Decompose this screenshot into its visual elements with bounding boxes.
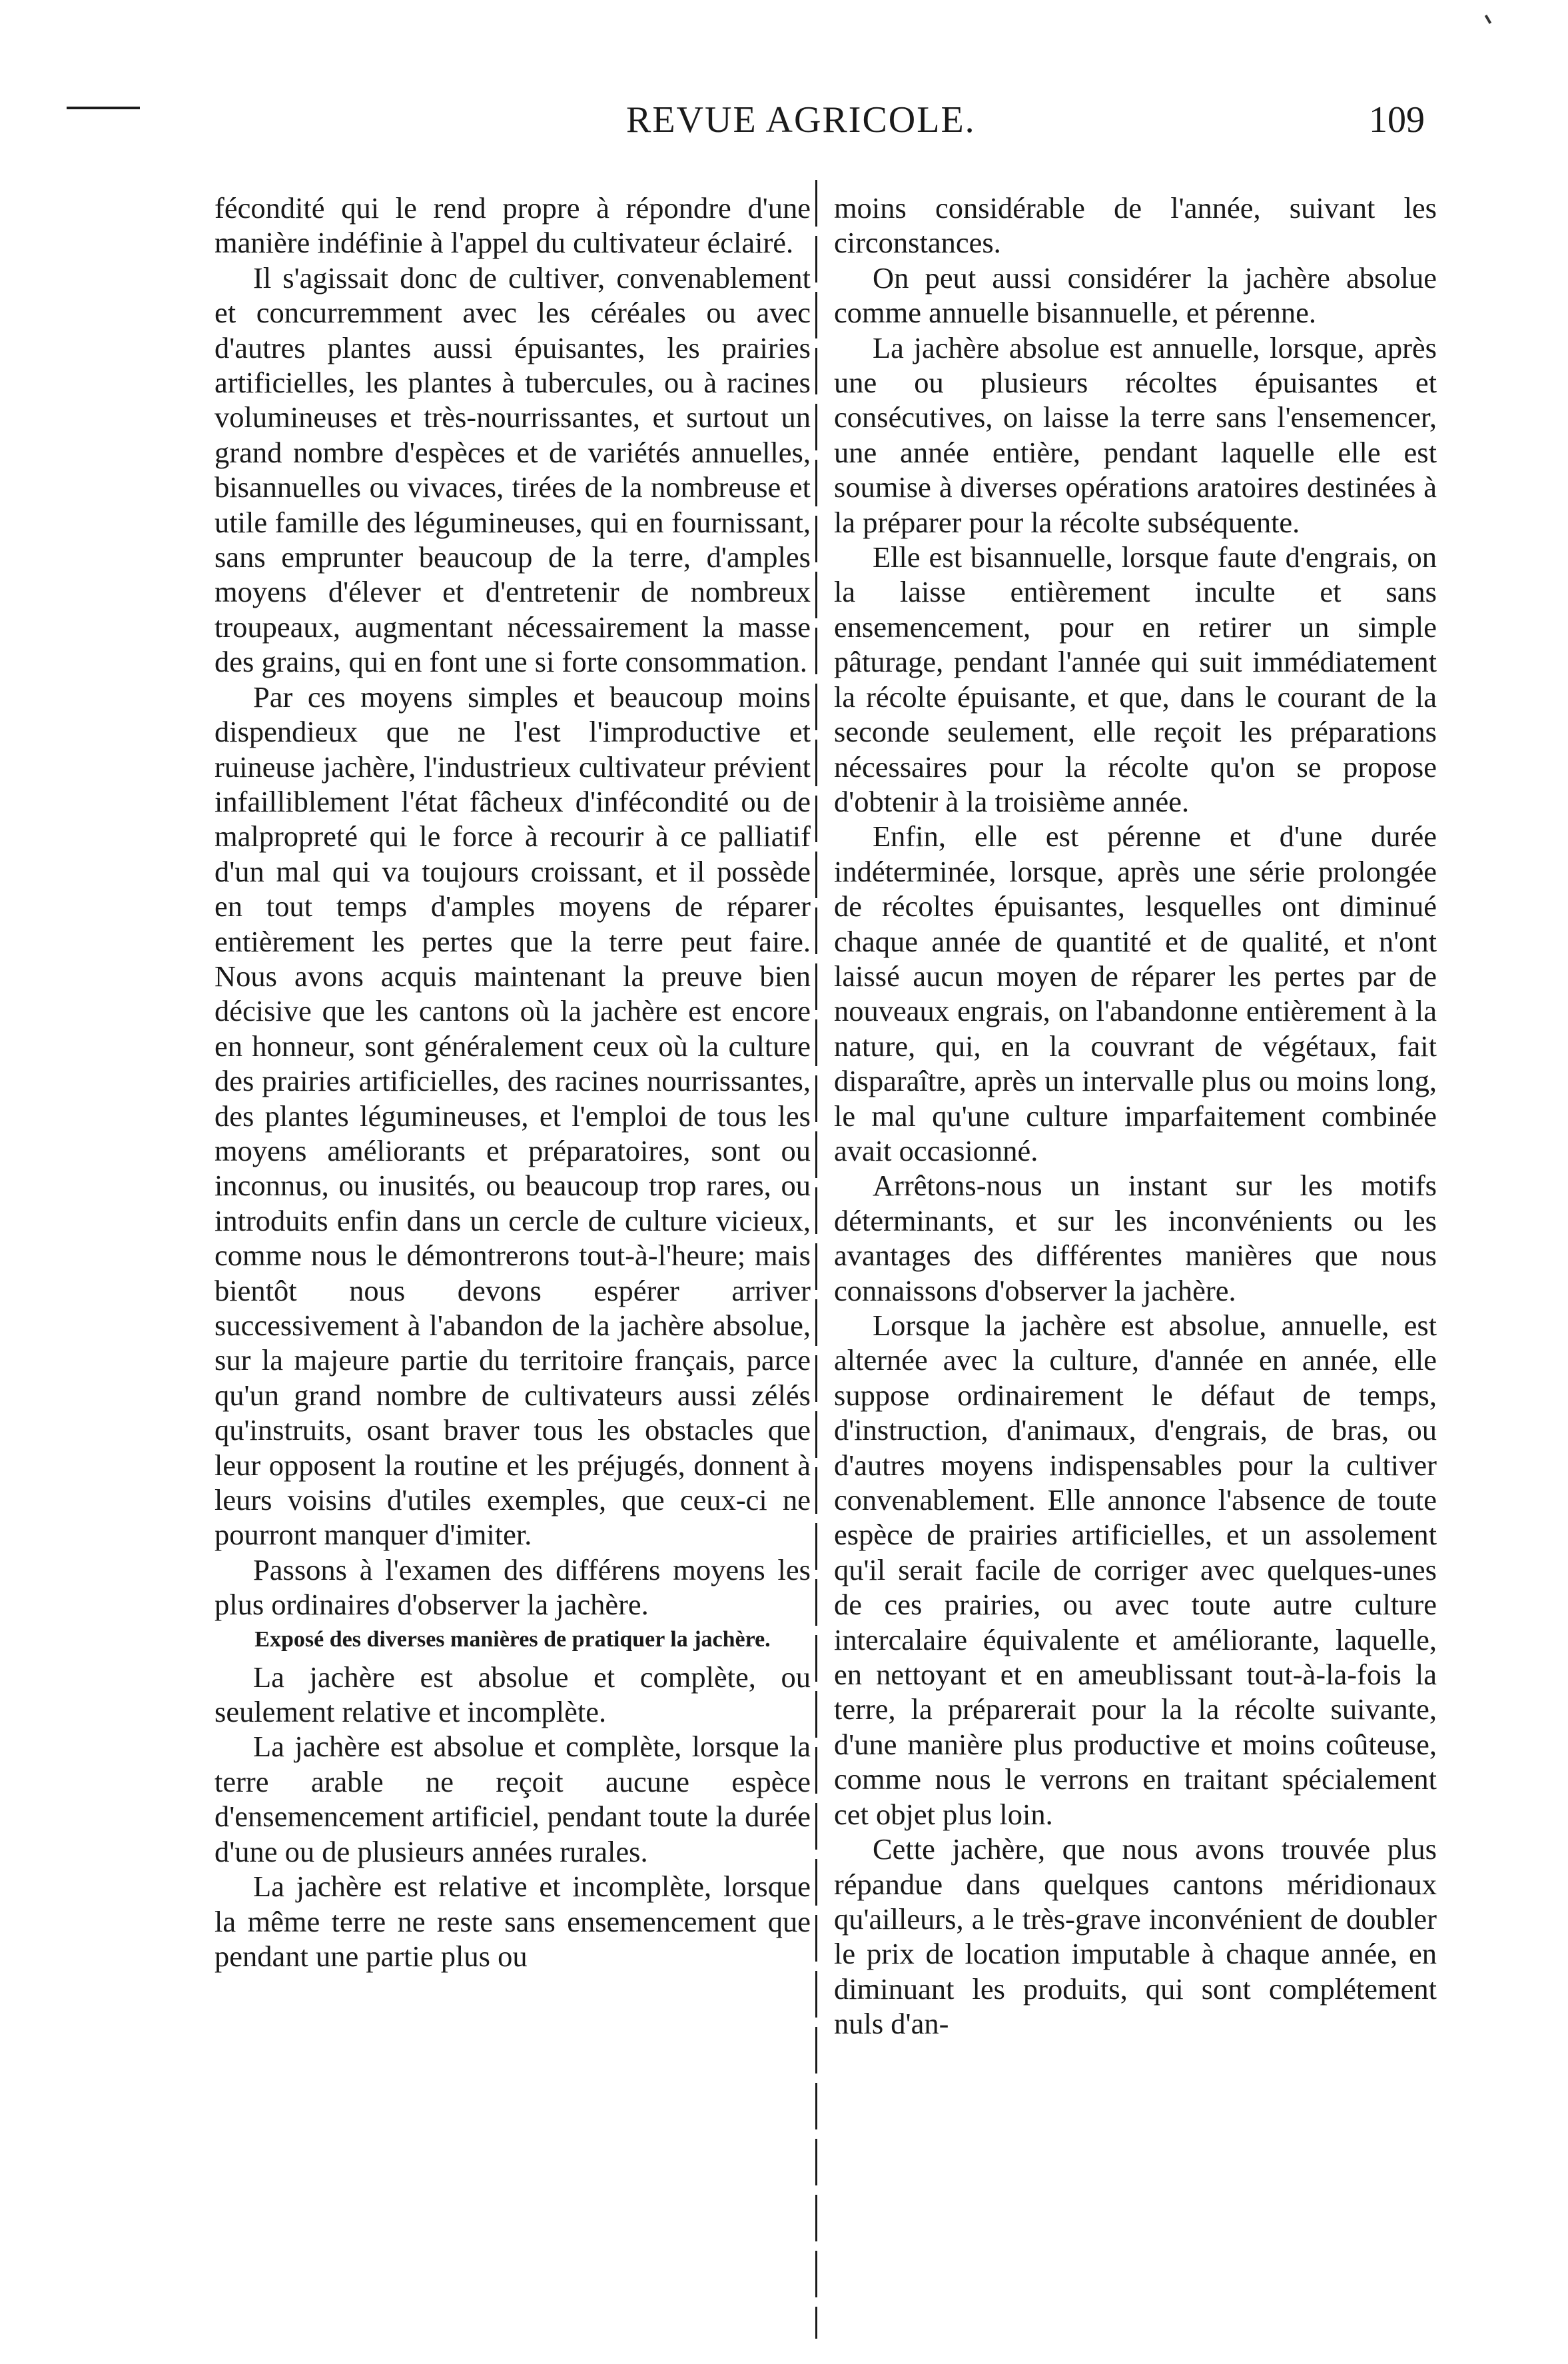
- paragraph: fécondité qui le rend propre à répondre d'une manière indéfinie à l'appel du cultivateur éclairé.: [214, 191, 811, 260]
- running-title: REVUE AGRICOLE.: [626, 99, 976, 141]
- left-column: [214, 191, 811, 1974]
- page-number: 109: [1369, 99, 1425, 141]
- paragraph: Enfin, elle est pérenne et d'une durée indéterminée, lorsque, après une série prolongée de récoltes épuisantes, lesquelles ont diminué chaque année de quantité et de qualité, et n'ont laissé aucun moyen de réparer les pertes par de nouveaux engrais, on l'abandonne entièrement à la nature, qui, en la couvrant de végétaux, fait disparaître, après un intervalle plus ou moins long, le mal qu'une culture imparfaitement combinée avait occasionné.: [834, 820, 1437, 1167]
- section-heading: Exposé des diverses manières de pratiquer la jachère.: [254, 1626, 771, 1652]
- paragraph: On peut aussi considérer la jachère absolue comme annuelle bisannuelle, et pérenne.: [834, 261, 1437, 330]
- paragraph: Elle est bisannuelle, lorsque faute d'engrais, on la laisse entièrement inculte et sans ensemencement, pour en retirer un simple pâturage, pendant l'année qui suit immédiatement la récolte épuisante, et que, dans le courant de la seconde seulement, elle reçoit les préparations nécessaires pour la récolte qu'on se propose d'obtenir à la troisième année.: [834, 540, 1437, 818]
- paragraph: Lorsque la jachère est absolue, annuelle, est alternée avec la culture, d'année en année, elle suppose ordinairement le défaut de temps, d'instruction, d'animaux, d'engrais, de bras, ou d'autres moyens indispensables pour la cultiver convenablement. Elle annonce l'absence de toute espèce de prairies artificielles, et un assolement qu'il serait facile de corriger avec quelques-unes de ces prairies, ou avec toute autre culture intercalaire équivalente et améliorante, laquelle, en nettoyant et en ameublissant tout-à-la-fois la terre, la préparerait pour la la récolte suivante, d'une manière plus productive et moins coûteuse, comme nous le verrons en traitant spécialement cet objet plus loin.: [834, 1309, 1437, 1831]
- column-divider: [815, 180, 817, 2339]
- paragraph: La jachère absolue est annuelle, lorsque, après une ou plusieurs récoltes épuisantes et consécutives, on laisse la terre sans l'ensemencer, une année entière, pendant laquelle elle est soumise à diverses opérations aratoires destinées à la préparer pour la récolte subséquente.: [834, 330, 1437, 539]
- header-rule: [67, 107, 140, 109]
- paragraph: Passons à l'examen des différens moyens les plus ordinaires d'observer la jachère.: [214, 1552, 811, 1622]
- paragraph: Il s'agissait donc de cultiver, convenablement et concurremment avec les céréales ou avec d'autres plantes aussi épuisantes, les prairies artificielles, les plantes à tubercules, ou à racines volumineuses et très-nourrissantes, et surtout un grand nombre d'espèces et de variétés annuelles, bisannuelles ou vivaces, tirées de la nombreuse et utile famille des légumineuses, qui en fournissant, sans emprunter beaucoup de la terre, d'amples moyens d'élever et d'entretenir de nombreux troupeaux, augmentant nécessairement la masse des grains, qui en font une si forte consommation.: [214, 261, 811, 679]
- paragraph: Cette jachère, que nous avons trouvée plus répandue dans quelques cantons méridionaux qu'ailleurs, a le très-grave inconvénient de doubler le prix de location imputable à chaque année, en diminuant les produits, qui sont complétement nuls d'an-: [834, 1832, 1437, 2041]
- paragraph: La jachère est absolue et complète, ou seulement relative et incomplète.: [214, 1660, 811, 1729]
- paragraph: Par ces moyens simples et beaucoup moins dispendieux que ne l'est l'improductive et ruineuse jachère, l'industrieux cultivateur prévient infailliblement l'état fâcheux d'infécondité ou de malpropreté qui le force à recourir à ce palliatif d'un mal qui va toujours croissant, et il possède en tout temps d'amples moyens de réparer entièrement les pertes que la terre peut faire. Nous avons acquis maintenant la preuve bien décisive que les cantons où la jachère est encore en honneur, sont généralement ceux où la culture des prairies artificielles, des racines nourrissantes, des plantes légumineuses, et l'emploi de tous les moyens améliorants et préparatoires, sont ou inconnus, ou inusités, ou beaucoup trop rares, ou introduits enfin dans un cercle de culture vicieux, comme nous le démontrerons tout-à-l'heure; mais bientôt nous devons espérer arriver successivement à l'abandon de la jachère absolue, sur la majeure partie du territoire français, parce qu'un grand nombre de cultivateurs aussi zélés qu'instruits, osant braver tous les obstacles que leur opposent la routine et les préjugés, donnent à leurs voisins d'utiles exemples, que ceux-ci ne pourront manquer d'imiter.: [214, 680, 811, 1552]
- right-column: [834, 191, 1437, 2042]
- paragraph: La jachère est absolue et complète, lorsque la terre arable ne reçoit aucune espèce d'ensemencement artificiel, pendant toute la durée d'une ou de plusieurs années rurales.: [214, 1730, 811, 1868]
- paragraph: Arrêtons-nous un instant sur les motifs déterminants, et sur les inconvénients ou les avantages des différentes manières que nous connaissons d'observer la jachère.: [834, 1169, 1437, 1307]
- corner-mark: [1485, 15, 1491, 24]
- paragraph: La jachère est relative et incomplète, lorsque la même terre ne reste sans ensemencement que pendant une partie plus ou: [214, 1870, 811, 1973]
- paragraph: moins considérable de l'année, suivant les circonstances.: [834, 191, 1437, 260]
